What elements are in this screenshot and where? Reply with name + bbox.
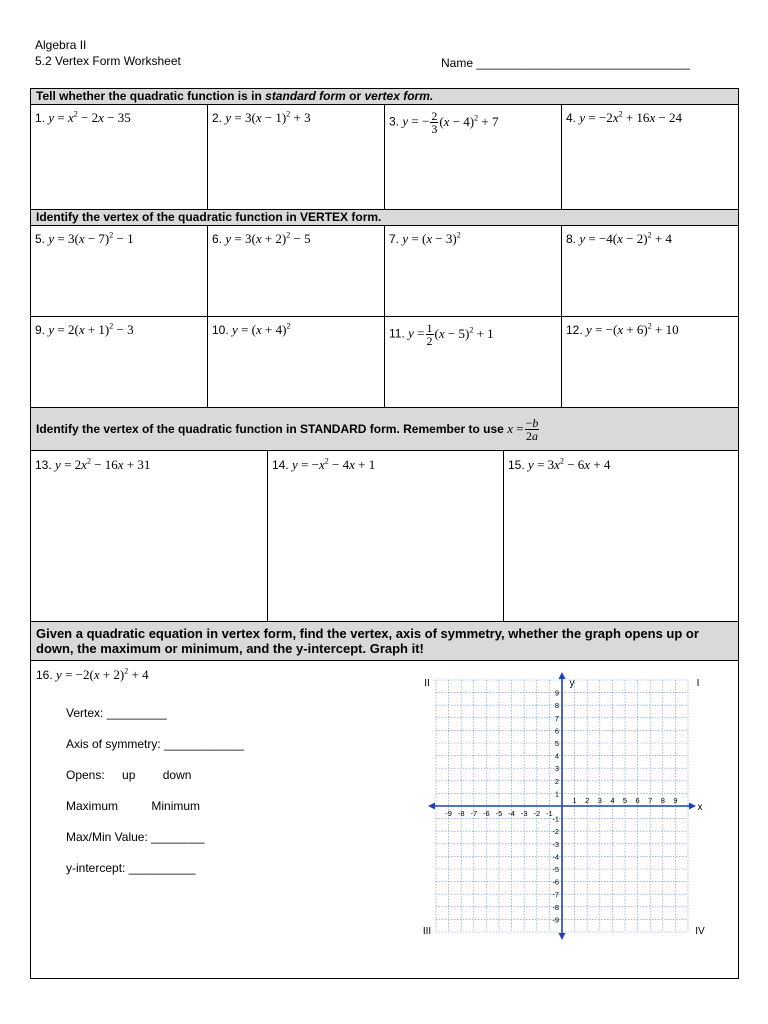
problem-16: 16. $y = -2(x + 2)^2 + 4$ <box>36 666 149 682</box>
opens-label: Opens: <box>66 768 105 782</box>
problem-2: 2. $y = 3(x - 1)^2 + 3$ <box>212 109 311 125</box>
x-tick-label: 6 <box>635 796 640 805</box>
section-vertex-form: Identify the vertex of the quadratic function in VERTEX form. <box>31 209 738 226</box>
name-label: Name <box>441 56 474 70</box>
worksheet-title: 5.2 Vertex Form Worksheet <box>35 54 181 68</box>
problem-8: 8. $y = -4(x - 2)^2 + 4$ <box>566 230 672 246</box>
problem-10: 10. $y = (x + 4)^2$ <box>212 321 291 337</box>
coordinate-plane[interactable] <box>421 675 705 947</box>
x-axis-label: x <box>697 802 703 813</box>
x-tick-label: -4 <box>508 809 515 818</box>
y-axis-arrow-up <box>559 672 566 679</box>
problem-5: 5. $y = 3(x - 7)^2 - 1$ <box>35 230 134 246</box>
x-tick-label: -5 <box>495 809 503 818</box>
quadrant-iii-label: III <box>422 926 432 937</box>
x-tick-label: -2 <box>533 809 541 818</box>
max-min-row <box>66 799 200 813</box>
problem-4: 4. $y = -2x^2 + 16x - 24$ <box>566 109 683 125</box>
x-tick-label: -6 <box>483 809 490 818</box>
y-axis-label: y <box>569 678 575 689</box>
x-tick-label: 3 <box>597 796 602 805</box>
vertex-formula: x = <box>507 421 524 436</box>
problem-11: 11. y = $\frac{1}{2}$ $(x - 5)^2 + 1$ <box>389 321 494 348</box>
max-min-value-answer[interactable]: Max/Min Value: ________ <box>66 830 205 844</box>
quadrant-ii-label: II <box>424 678 430 689</box>
opens-up-option[interactable]: up <box>122 768 136 782</box>
problem-1: 1. $y = x^2 - 2x - 35$ <box>35 109 131 125</box>
problem-9: 9. $y = 2(x + 1)^2 - 3$ <box>35 321 134 337</box>
problem-14: 14. $y = -x^2 - 4x + 1$ <box>272 456 376 472</box>
x-tick-label: 8 <box>660 796 665 805</box>
section-graph-it: Given a quadratic equation in vertex form, find the vertex, axis of symmetry, whether the graph opens up or down, the maximum or minimum, and the y-intercept. Graph it! <box>31 621 738 661</box>
problem-12: 12. $y = -(x + 6)^2 + 10$ <box>566 321 679 337</box>
y-tick-label: 1 <box>554 789 559 799</box>
section-standard-form: Identify the vertex of the quadratic function in STANDARD form. Remember to use x = $\frac{-b}{2a}$ <box>31 407 738 451</box>
name-field[interactable] <box>441 56 690 70</box>
y-tick-label: 2 <box>554 776 559 786</box>
x-tick-label: 7 <box>648 796 653 805</box>
x-tick-label: 9 <box>673 796 678 805</box>
y-intercept-answer[interactable]: y-intercept: __________ <box>66 861 196 875</box>
opens-row <box>66 768 191 782</box>
x-tick-label: -8 <box>457 809 465 818</box>
x-tick-label: -7 <box>470 809 478 818</box>
quadrant-iv-label: IV <box>695 926 705 937</box>
minimum-option[interactable]: Minimum <box>151 799 201 813</box>
worksheet-grid <box>30 88 739 979</box>
problem-15: 15. $y = 3x^2 - 6x + 4$ <box>508 456 611 472</box>
y-tick-label: 9 <box>554 688 559 698</box>
quadrant-i-label: I <box>696 678 700 689</box>
y-tick-label: 4 <box>554 751 559 761</box>
y-axis-arrow-down <box>559 933 566 940</box>
name-blank: ________________________________ <box>476 56 690 70</box>
course-title: Algebra II <box>35 38 87 52</box>
problem-7: 7. $y = (x - 3)^2$ <box>389 230 461 246</box>
y-tick-label: -2 <box>552 827 559 837</box>
x-tick-label: 2 <box>585 796 590 805</box>
section-standard-or-vertex: Tell whether the quadratic function is in standard form or vertex form. <box>31 88 738 105</box>
y-tick-label: -4 <box>552 852 559 862</box>
x-tick-label: 4 <box>610 796 615 805</box>
problem-6: 6. $y = 3(x + 2)^2 - 5$ <box>212 230 311 246</box>
y-tick-label: -8 <box>552 902 559 912</box>
y-tick-label: 6 <box>554 726 559 736</box>
x-tick-label: -9 <box>445 809 452 818</box>
y-tick-label: -9 <box>552 915 559 925</box>
y-tick-label: 8 <box>554 701 559 711</box>
y-tick-label: -1 <box>552 814 559 824</box>
maximum-option[interactable]: Maximum <box>66 799 119 813</box>
opens-down-option[interactable]: down <box>162 768 192 782</box>
y-tick-label: -3 <box>552 839 559 849</box>
x-tick-label: -3 <box>520 809 528 818</box>
vertex-answer[interactable]: Vertex: _________ <box>66 706 167 720</box>
problem-13: 13. $y = 2x^2 - 16x + 31$ <box>35 456 151 472</box>
x-axis-arrow-left <box>428 803 435 810</box>
x-tick-label: 5 <box>622 796 628 805</box>
y-tick-label: 3 <box>554 764 559 774</box>
y-tick-label: 5 <box>554 739 559 748</box>
y-tick-label: -5 <box>552 865 559 874</box>
x-axis-arrow-right <box>689 803 696 810</box>
y-tick-label: -6 <box>552 877 559 887</box>
problem-3: 3. y = − $\frac{2}{3}$ $(x - 4)^2 + 7$ <box>389 109 499 136</box>
x-tick-label: -1 <box>546 809 553 818</box>
y-tick-label: -7 <box>552 890 559 900</box>
axis-answer[interactable]: Axis of symmetry: ____________ <box>66 737 245 751</box>
y-tick-label: 7 <box>554 713 559 723</box>
x-tick-label: 1 <box>572 796 577 805</box>
